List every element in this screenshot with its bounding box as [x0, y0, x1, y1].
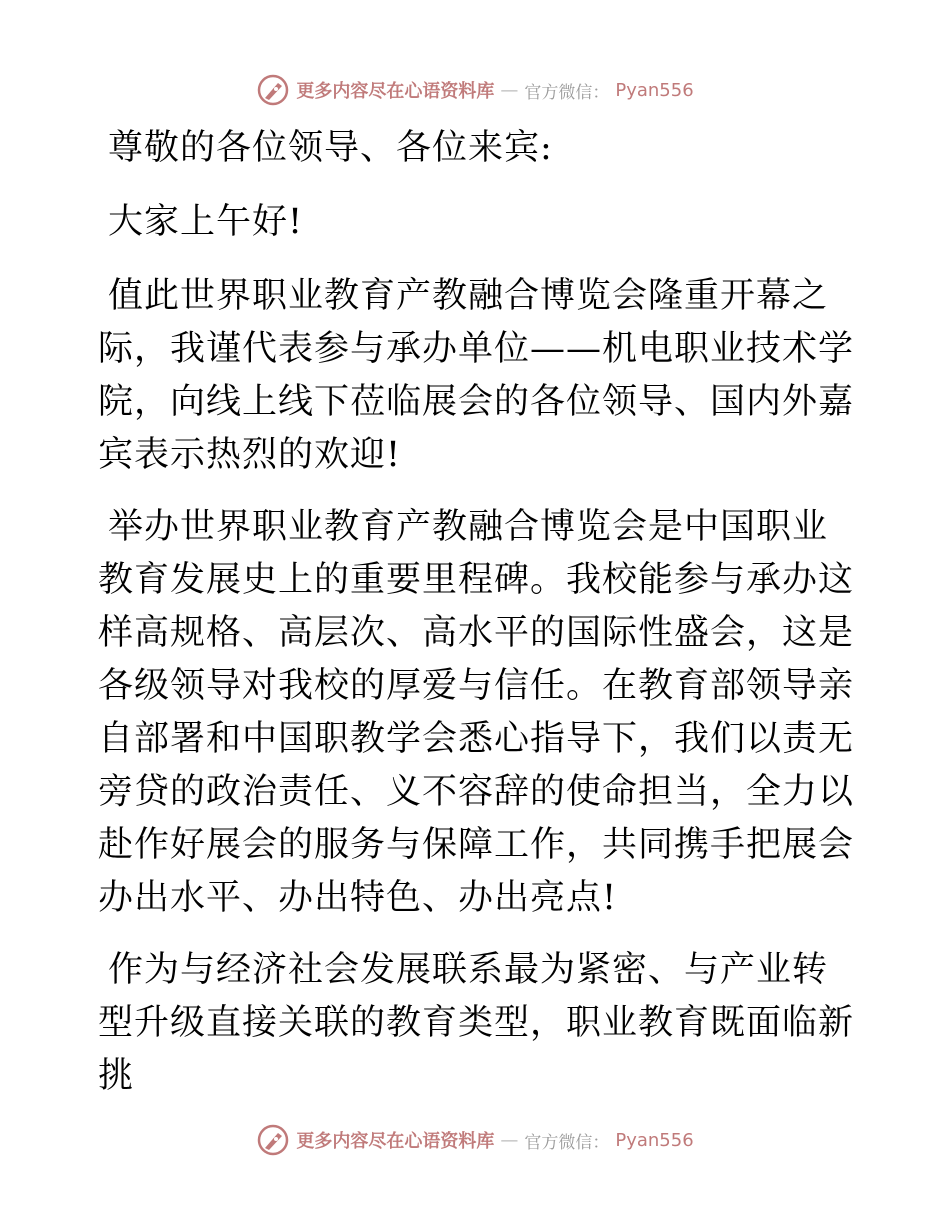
header-watermark: [0, 70, 950, 110]
paragraph-vocational: 作为与经济社会发展联系最为紧密、与产业转型升级直接关联的教育类型，职业教育既面临新挑: [98, 950, 855, 1096]
promo-text: 更多内容尽在心语资料库: [296, 81, 495, 102]
salutation: 尊敬的各位领导、各位来宾:: [108, 128, 553, 168]
pen-logo-icon: [256, 73, 290, 107]
footer-watermark: [0, 1120, 950, 1160]
pen-logo-icon: [256, 1123, 290, 1157]
paragraph-milestone: 举办世界职业教育产教融合博览会是中国职业教育发展史上的重要里程碑。我校能参与承办这样高规格、高层次、高水平的国际性盛会，这是各级领导对我校的厚爱与信任。在教育部领导亲自部署和中国职教学会悉心指导下，我们以责无旁贷的政治责任、义不容辞的使命担当，全力以赴作好展会的服务与保障工作，共同携手把展会办出水平、办出特色、办出亮点!: [98, 507, 855, 918]
wechat-id: Pyan556: [615, 1129, 694, 1151]
promo-text: 更多内容尽在心语资料库: [296, 1131, 495, 1152]
paragraph-welcome: 值此世界职业教育产教融合博览会隆重开幕之际，我谨代表参与承办单位——机电职业技术学院，向线上线下莅临展会的各位领导、国内外嘉宾表示热烈的欢迎!: [98, 276, 855, 475]
promo-dash: —: [500, 1129, 519, 1151]
wechat-id: Pyan556: [615, 79, 694, 101]
wechat-label: 官方微信：: [524, 82, 610, 103]
promo-dash: —: [500, 79, 519, 101]
document-body: [98, 122, 858, 1122]
greeting: 大家上午好!: [108, 202, 304, 242]
wechat-label: 官方微信：: [524, 1132, 610, 1153]
